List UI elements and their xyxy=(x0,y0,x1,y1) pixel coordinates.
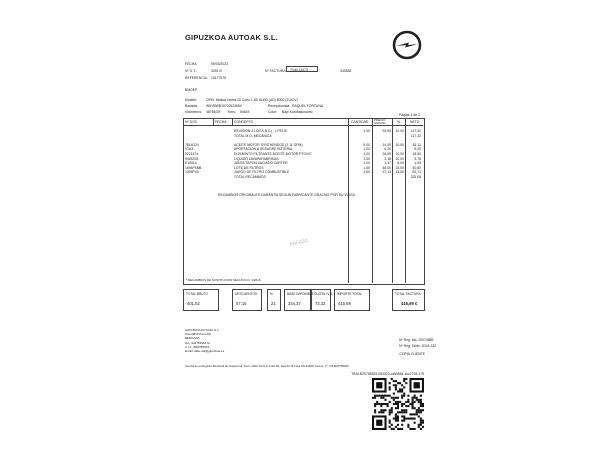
importe-total-label: IMPORTE TOTAL xyxy=(337,292,363,296)
meta-date-value: 09/03/2023 xyxy=(211,62,228,66)
row-6-doc: SW52S5 xyxy=(185,156,199,161)
row-8-net: 40,80 xyxy=(412,165,421,170)
base-imponible-box xyxy=(284,289,314,311)
col-header-date: FECHA xyxy=(215,120,227,124)
row-0-qty: 1,00 xyxy=(363,129,370,133)
meta-ref-value: 10177976 xyxy=(211,76,227,80)
table-note: RECAMBIOS ORIGINALES GARANTIA SEGUN FABRICANTE GRACIAS POR SU VISITA xyxy=(218,193,355,197)
row-0-price: 94,90 xyxy=(382,129,391,133)
row-3-qty: 5,00 xyxy=(363,142,370,147)
row-9-doc: 1305P49 xyxy=(185,170,199,175)
row-7-qty: 1,00 xyxy=(363,161,370,166)
row-6-net: 3,78 xyxy=(414,156,421,161)
meta-ot-label: Nº O.T.: xyxy=(185,69,197,73)
color-value: Bajo Kurobakosumo xyxy=(282,110,313,114)
iva-percent-box xyxy=(267,289,281,311)
row-5-pct: 10,00 xyxy=(395,152,404,156)
row-4-net: 6,20 xyxy=(414,147,421,152)
cuota-iva-label: CUOTA I.V.A. xyxy=(314,292,334,296)
base-imponible-label: BASE IMPONIBLE xyxy=(287,292,314,296)
row-5-qty: 1,00 xyxy=(363,152,370,156)
row-8-doc: 1694P5BB xyxy=(185,165,202,170)
row-10-net: 225,08 xyxy=(410,175,421,179)
row-0-pct: 10,00 xyxy=(395,129,404,133)
col-header-doc: Nº DOC. xyxy=(185,120,199,124)
company-name: GIPUZKOA AUTOAK S.L. xyxy=(185,33,278,42)
importe-total-box xyxy=(334,289,370,311)
row-4-concept: APORTACION A DESAGRE BOTERIA xyxy=(234,147,293,152)
row-4-qty: 1,00 xyxy=(363,147,370,152)
row-5-concept: ELEMENTO FILTRANTE ACEITE MOTOR PTO/VC xyxy=(234,152,312,156)
col-divider-doc xyxy=(213,118,214,125)
descuentos-box xyxy=(232,289,262,311)
row-4-doc: *GA3 xyxy=(185,147,194,152)
descuentos-label: DESCUENTOS xyxy=(235,292,258,296)
row-6-price: 3,18 xyxy=(384,156,391,161)
col-header-concept: CONCEPTO xyxy=(234,120,254,124)
km-value: 48765/25 xyxy=(206,110,221,114)
row-8-pct: 15,00 xyxy=(395,165,404,170)
footer-address-line: Tel.: 943763964 M xyxy=(185,340,210,345)
footer-right-0: Nº Reg. Ind. 20074889 xyxy=(399,338,434,342)
base-imponible-value: 344,37 xyxy=(288,301,301,306)
col-header-price: PRECIO UNIDAD xyxy=(374,117,386,125)
row-7-concept: JUNTA TAPON VACIADO CARTER xyxy=(234,161,288,166)
importe-total-value: 416,69 xyxy=(338,301,351,306)
row-1-concept: TOTAL M.O. MECANICA xyxy=(234,133,272,138)
kms-label: Kms: xyxy=(228,110,236,114)
row-7-price: 1,47 xyxy=(384,161,391,166)
col-header-pct: % xyxy=(397,120,401,124)
row-7-pct: 8,00 xyxy=(397,161,404,166)
invoice-extra: 343836 xyxy=(340,69,352,73)
total-factura-value: 416,69 € xyxy=(401,301,418,306)
paid-stamp: PAGADO xyxy=(289,238,309,248)
col-divider-date xyxy=(232,118,233,125)
row-9-net: 82,71 xyxy=(412,170,421,175)
iva-percent-value: 21 xyxy=(271,301,276,306)
total-bruto-value: 401,52 xyxy=(187,301,200,306)
model-value: OPEL Mokka Lectra 20 Cono 1,5D 81kW (UD) 8000 (110CV) xyxy=(206,98,298,102)
row-5-net: 18,90 xyxy=(412,152,421,156)
row-3-doc: 7814D24 xyxy=(185,142,199,147)
row-5-doc: 9221474 xyxy=(185,152,199,156)
footer-right-1: Nº Reg. Taller: 2014-232 xyxy=(399,344,436,348)
cuota-iva-value: 72,32 xyxy=(315,301,326,306)
row-8-price: 48,00 xyxy=(382,165,391,170)
registry-text: Inscrita en el Registro Mercantil de Guipúzcoa, Tomo 1931, Libro 0, Folio 90, Sección 8, Hoja SS-24669, Inscrip. 1ª. CIF B20785933 xyxy=(185,364,349,368)
row-4-price: 6,20 xyxy=(384,147,391,152)
row-5-price: 26,09 xyxy=(382,152,391,156)
total-bruto-label: TOTAL BRUTO xyxy=(186,292,208,296)
opel-logo-icon xyxy=(392,30,422,60)
customer-label: BMOEP xyxy=(185,88,198,92)
page-number: Página 1 de 1 xyxy=(399,113,420,117)
total-factura-box xyxy=(392,289,425,311)
row-8-qty: 1,00 xyxy=(363,165,370,170)
row-1-net: 117,32 xyxy=(410,133,421,138)
tbai-code: TBAI-B20785933-090323-obW584-xkz2748-175 xyxy=(351,372,424,376)
col-header-qty: CANTIDAD xyxy=(351,120,369,124)
row-9-qty: 1,00 xyxy=(363,170,370,175)
col-divider-concept xyxy=(348,118,349,283)
bastidor-label: Bastidor: xyxy=(185,104,199,108)
row-10-concept: TOTAL RECAMBIOS xyxy=(234,175,266,179)
row-6-pct: 10,00 xyxy=(395,156,404,161)
row-9-pct: 15,00 xyxy=(395,170,404,175)
row-7-net: 1,05 xyxy=(414,161,421,166)
total-bruto-box xyxy=(183,289,219,311)
receptor-value: RAQUEL FORTUNA xyxy=(292,104,324,108)
bastidor-value: W0VBWB1970J523654 xyxy=(206,104,242,108)
iva-percent-label: % xyxy=(270,292,273,296)
footer-address-line: VILLABONA km.89 xyxy=(185,332,211,337)
row-0-concept: REVISION 4 LOS A.B.C.( ..) PELIS xyxy=(234,129,287,133)
row-3-pct: 10,00 xyxy=(395,142,404,147)
model-label: Modelo: xyxy=(185,98,198,102)
kms-value: 54619 xyxy=(240,110,250,114)
row-3-price: 14,09 xyxy=(382,142,391,147)
km-label: Kilómetros: xyxy=(185,110,202,114)
row-6-concept: LIQUIDO LAVAPARABRISAS xyxy=(234,156,279,161)
receptor-label: Recepcionista: xyxy=(268,104,291,108)
row-9-price: 97,13 xyxy=(382,170,391,175)
footer-address-line: Email: taller.wa@gipuzkoa.es xyxy=(185,349,225,353)
invoice-number: T/ctd 13473 xyxy=(286,66,318,72)
invoice-label: Nº FACTURA: xyxy=(265,69,287,73)
footer-address-line: GIPUZKOA AUTOAK S.L. xyxy=(185,328,220,332)
qr-code-icon xyxy=(372,378,424,430)
row-8-concept: LOTE DE FILTROS xyxy=(234,165,264,170)
table-footnote: * RECAMBIOS DE SUSTITUCION SEGUN R.D. 1/2016 xyxy=(186,278,261,282)
copy-label: COPIA CLIENTE xyxy=(399,352,425,356)
total-factura-label: TOTAL FACTURA xyxy=(395,292,421,296)
cuota-iva-box xyxy=(311,289,334,311)
row-3-concept: ACEITE MOTOR SYNTHENDOS (2 11 OPM) xyxy=(234,142,303,147)
descuentos-value: 57,15 xyxy=(236,301,247,306)
footer-address-line: C.I.F.: B20785933 xyxy=(185,344,210,349)
row-9-concept: JUEGO DE FILTRO COMBUSTIBLE xyxy=(234,170,290,175)
meta-ot-value: 3281 B xyxy=(211,69,222,73)
meta-date-label: FECHA: xyxy=(185,62,198,66)
footer-address-line: BERGARA xyxy=(185,336,200,341)
col-header-net: NETO xyxy=(410,120,420,124)
row-0-net: 117,32 xyxy=(410,129,421,133)
row-6-qty: 1,00 xyxy=(363,156,370,161)
row-3-net: 61,11 xyxy=(412,142,421,147)
color-label: Color: xyxy=(268,110,278,114)
row-7-doc: E10014 xyxy=(185,161,197,166)
meta-ref-label: REFERENCIA: xyxy=(185,76,208,80)
